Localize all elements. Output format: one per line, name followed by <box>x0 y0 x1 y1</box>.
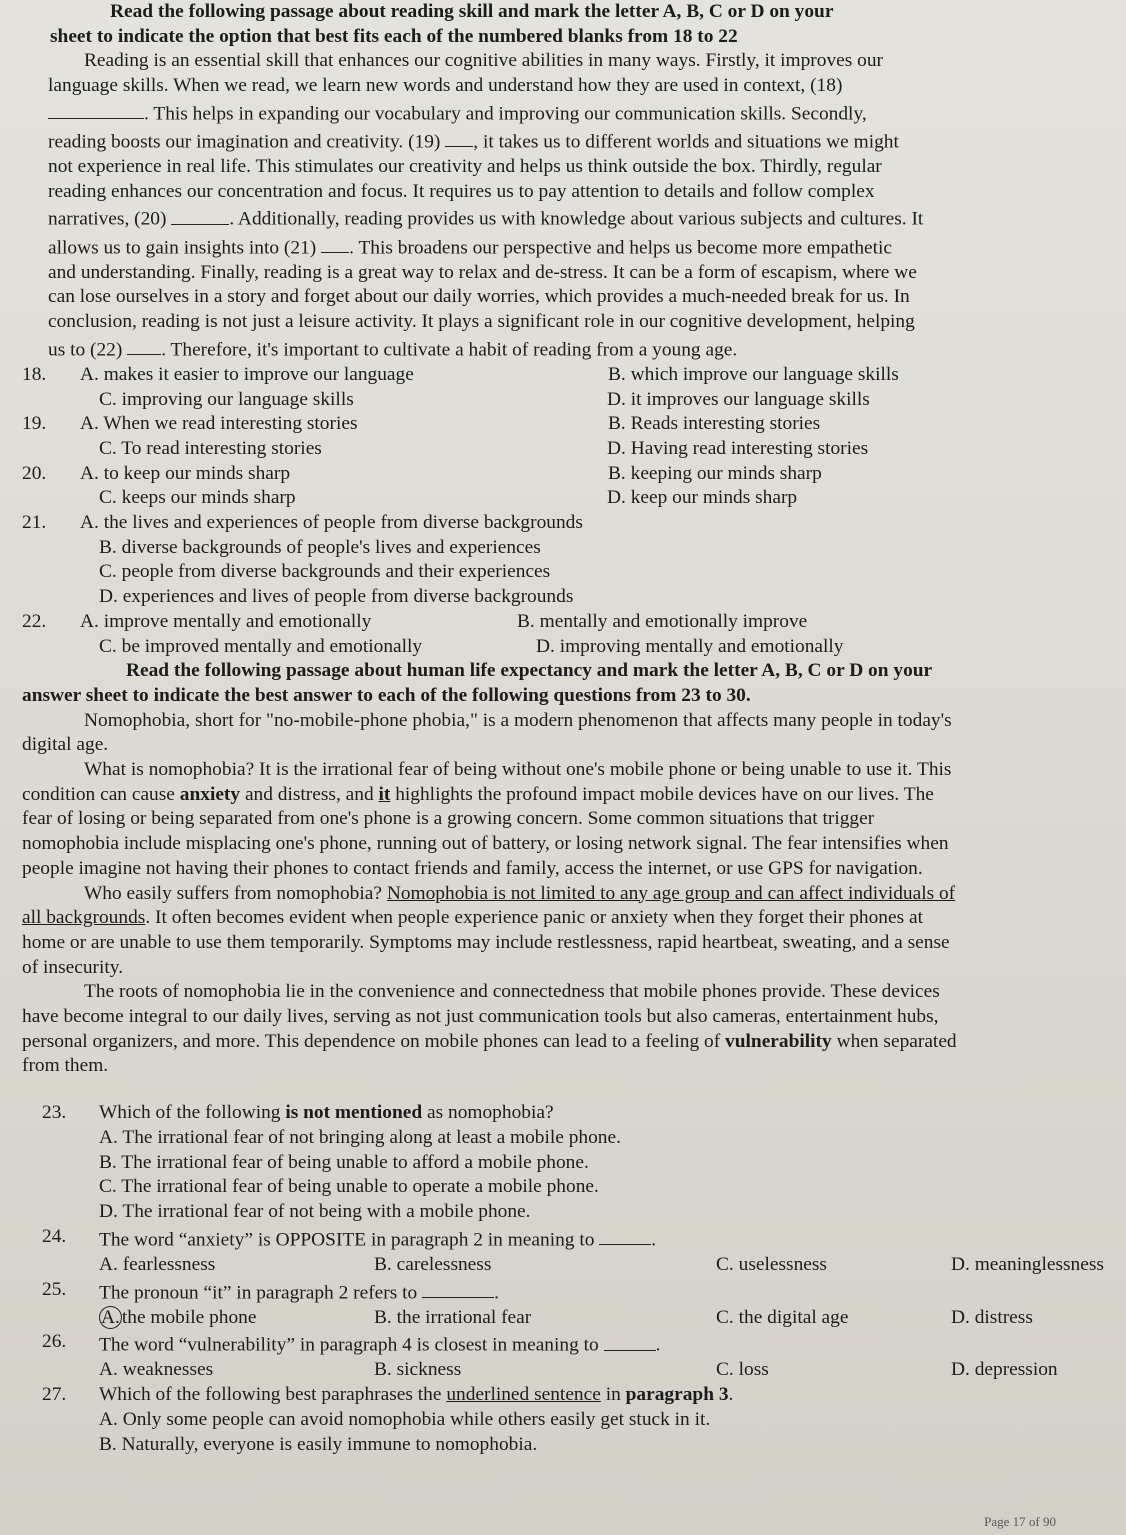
question-23 <box>22 1101 1102 1225</box>
option-c[interactable]: C. To read interesting stories <box>99 437 322 459</box>
nomophobia-passage <box>22 709 1102 1080</box>
question-20 <box>22 462 1102 511</box>
blank-22 <box>127 335 161 355</box>
option-d[interactable]: D. experiences and lives of people from diverse backgrounds <box>99 586 574 608</box>
question-number: 21. <box>22 512 47 534</box>
passage-line: reading boosts our imagination and creativity. (19) , it takes us to different worlds and situations we might <box>22 127 1102 155</box>
blank-18 <box>48 99 144 119</box>
section2-instruction-line2: answer sheet to indicate the best answer to each of the following questions from 23 to 30. <box>22 684 751 706</box>
option-a[interactable]: A. fearlessness <box>99 1253 216 1275</box>
passage-line: . This helps in expanding our vocabulary and improving our communication skills. Secondly, <box>22 99 1102 127</box>
page-number: Page 17 of 90 <box>984 1514 1056 1530</box>
option-c[interactable]: C. improving our language skills <box>99 388 354 410</box>
passage-line: us to (22) . Therefore, it's important to cultivate a habit of reading from a young age. <box>22 335 1102 363</box>
passage-line: can lose ourselves in a story and forget about our daily worries, which provides a much-needed break for us. In <box>48 286 910 308</box>
option-b[interactable]: B. diverse backgrounds of people's lives and experiences <box>99 536 541 558</box>
keyword-vulnerability: vulnerability <box>725 1030 832 1052</box>
option-a[interactable]: A. When we read interesting stories <box>80 413 358 435</box>
paragraph-4-line: The roots of nomophobia lie in the convenience and connectedness that mobile phones provide. These devices <box>84 981 940 1003</box>
blank-21 <box>321 233 349 253</box>
option-c[interactable]: C. be improved mentally and emotionally <box>99 635 423 657</box>
paragraph-3-line: home or are unable to use them temporarily. Symptoms may include restlessness, rapid heartbeat, sweating, and a sense <box>22 931 950 953</box>
keyword-anxiety: anxiety <box>179 783 241 805</box>
option-a[interactable]: A. the mobile phone <box>101 1306 257 1328</box>
question-22 <box>22 610 1102 659</box>
option-b[interactable]: B. mentally and emotionally improve <box>517 610 808 632</box>
section2-instruction-line1: Read the following passage about human life expectancy and mark the letter A, B, C or D on your <box>126 660 933 682</box>
question-number: 22. <box>22 610 47 632</box>
answer-blank <box>604 1330 656 1350</box>
keyword-it: it <box>378 783 391 805</box>
option-a[interactable]: A. to keep our minds sharp <box>80 462 291 484</box>
paragraph-2-line: fear of losing or being separated from one's phone is a growing concern. Some common situations that trigger <box>22 808 875 830</box>
option-a[interactable]: A. improve mentally and emotionally <box>80 610 372 632</box>
paragraph-4-line: personal organizers, and more. This dependence on mobile phones can lead to a feeling of vulnerability when separated <box>22 1030 957 1052</box>
question-27 <box>22 1383 1102 1457</box>
passage-line: Reading is an essential skill that enhances our cognitive abilities in many ways. Firstly, it improves our <box>84 50 884 72</box>
question-stem: The word “anxiety” is OPPOSITE in paragraph 2 in meaning to . <box>99 1225 656 1253</box>
option-b[interactable]: B. carelessness <box>374 1253 492 1275</box>
option-b[interactable]: B. sickness <box>374 1359 462 1381</box>
passage-line: conclusion, reading is not just a leisure activity. It plays a significant role in our cognitive development, helping <box>48 311 915 332</box>
option-b[interactable]: B. The irrational fear of being unable to afford a mobile phone. <box>99 1151 589 1173</box>
question-stem: The pronoun “it” in paragraph 2 refers to . <box>99 1278 499 1306</box>
question-18 <box>22 363 1102 412</box>
option-b[interactable]: B. the irrational fear <box>374 1306 532 1328</box>
question-24 <box>22 1225 1102 1278</box>
option-a[interactable]: A. Only some people can avoid nomophobia while others easily get stuck in it. <box>99 1408 711 1430</box>
option-d[interactable]: D. The irrational fear of not being with a mobile phone. <box>99 1201 531 1222</box>
passage-line: language skills. When we read, we learn new words and understand how they are used in context, (18) <box>48 75 843 97</box>
option-c[interactable]: C. The irrational fear of being unable to operate a mobile phone. <box>99 1176 599 1198</box>
option-d[interactable]: D. depression <box>951 1359 1058 1381</box>
option-b[interactable]: B. keeping our minds sharp <box>608 462 822 484</box>
reading-passage <box>22 49 1102 362</box>
option-a[interactable]: A. The irrational fear of not bringing along at least a mobile phone. <box>99 1126 621 1148</box>
passage-line: allows us to gain insights into (21) . This broadens our perspective and helps us become more empathetic <box>22 233 1102 261</box>
question-number: 23. <box>42 1102 67 1124</box>
section1-instruction-line1: Read the following passage about reading skill and mark the letter A, B, C or D on your <box>110 1 834 22</box>
paragraph-4-line: have become integral to our daily lives, serving as not just communication tools but also cameras, entertainment hubs, <box>22 1006 939 1028</box>
question-number: 24. <box>42 1225 67 1247</box>
option-d[interactable]: D. distress <box>951 1306 1033 1328</box>
answer-blank <box>422 1278 494 1298</box>
paragraph-2-line: nomophobia include misplacing one's phone, running out of battery, or losing network signal. The fear intensifies when <box>22 833 949 855</box>
option-a[interactable]: A. makes it easier to improve our language <box>80 363 414 385</box>
paragraph-4-line: from them. <box>22 1055 109 1077</box>
passage-line: reading enhances our concentration and focus. It requires us to pay attention to details and follow complex <box>48 180 875 202</box>
section1-instruction-line2: sheet to indicate the option that best fits each of the numbered blanks from 18 to 22 <box>50 25 738 47</box>
question-number: 25. <box>42 1278 67 1300</box>
blank-19 <box>445 127 473 147</box>
paragraph-1-line: Nomophobia, short for "no-mobile-phone phobia," is a modern phenomenon that affects many people in today's <box>84 709 952 731</box>
option-d[interactable]: D. keep our minds sharp <box>607 487 798 509</box>
question-number: 20. <box>22 462 47 484</box>
option-b[interactable]: B. which improve our language skills <box>608 363 899 385</box>
option-a[interactable]: A. weaknesses <box>99 1359 214 1381</box>
question-26 <box>22 1330 1102 1383</box>
passage-line: not experience in real life. This stimulates our creativity and helps us think outside the box. Thirdly, regular <box>48 156 882 177</box>
question-stem: Which of the following best paraphrases the underlined sentence in paragraph 3. <box>99 1384 734 1406</box>
selected-answer-mark: A. <box>101 1306 120 1328</box>
passage-line: narratives, (20) . Additionally, reading provides us with knowledge about various subjects and cultures. It <box>22 204 1102 232</box>
underlined-sentence: Nomophobia is not limited to any age group and can affect individuals of <box>386 882 956 904</box>
paragraph-3-line: Who easily suffers from nomophobia? Nomophobia is not limited to any age group and can affect individuals of <box>84 882 956 904</box>
paragraph-3-line: of insecurity. <box>22 956 124 978</box>
option-d[interactable]: D. Having read interesting stories <box>607 437 869 459</box>
question-number: 19. <box>22 413 47 435</box>
question-stem: The word “vulnerability” in paragraph 4 is closest in meaning to . <box>99 1330 660 1358</box>
question-21 <box>22 511 1102 610</box>
question-number: 27. <box>42 1384 67 1406</box>
option-d[interactable]: D. it improves our language skills <box>607 388 870 410</box>
option-c[interactable]: C. keeps our minds sharp <box>99 487 296 509</box>
option-b[interactable]: B. Naturally, everyone is easily immune to nomophobia. <box>99 1433 538 1455</box>
question-25 <box>22 1278 1102 1331</box>
paragraph-2-line: condition can cause anxiety and distress, and it highlights the profound impact mobile devices have on our lives. The <box>22 783 934 805</box>
question-19 <box>22 412 1102 461</box>
option-a[interactable]: A. the lives and experiences of people from diverse backgrounds <box>80 512 583 534</box>
blank-20 <box>171 204 229 224</box>
option-d[interactable]: D. meaninglessness <box>951 1253 1104 1275</box>
option-c[interactable]: C. the digital age <box>716 1306 849 1328</box>
paragraph-2-line: people imagine not having their phones to contact friends and family, access the internet, or use GPS for navigation. <box>22 857 923 879</box>
paragraph-1-line: digital age. <box>22 734 109 756</box>
answer-blank <box>599 1225 651 1245</box>
option-c[interactable]: C. people from diverse backgrounds and their experiences <box>99 561 551 583</box>
option-c[interactable]: C. uselessness <box>716 1253 827 1275</box>
paragraph-3-line: all backgrounds. It often becomes evident when people experience panic or anxiety when they forget their phones at <box>22 907 923 929</box>
question-number: 18. <box>22 363 47 385</box>
paragraph-2-line: What is nomophobia? It is the irrational fear of being without one's mobile phone or being unable to use it. This <box>84 759 952 781</box>
question-stem: Which of the following is not mentioned as nomophobia? <box>99 1102 554 1124</box>
option-c[interactable]: C. loss <box>716 1359 769 1381</box>
passage-line: and understanding. Finally, reading is a great way to relax and de-stress. It can be a form of escapism, where we <box>48 261 917 283</box>
question-number: 26. <box>42 1331 67 1353</box>
option-b[interactable]: B. Reads interesting stories <box>608 413 821 435</box>
option-d[interactable]: D. improving mentally and emotionally <box>536 635 844 657</box>
